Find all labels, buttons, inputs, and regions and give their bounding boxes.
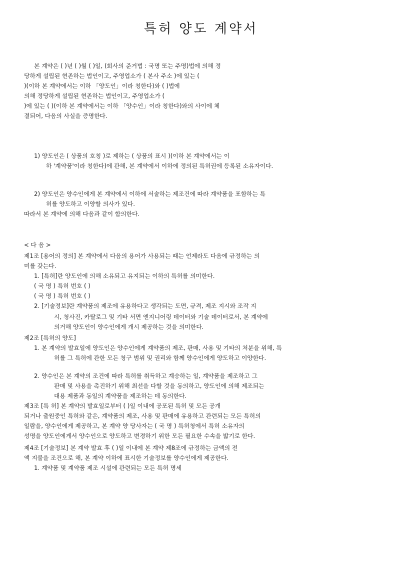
article-line: 일람을, 양수인에게 제공하고, 본 계약 양 당사자는 ( 국 명 ) 특허청에서 특허 소유자의 xyxy=(24,424,245,431)
article-line: 시, 청사진, 카탈로그 및 기타 서면 엔지니어링 데이터와 기술 데이터로서, 본 계약에 xyxy=(54,314,268,321)
article-line: 1. 계약품 및 계약품 제조 시설에 관련되는 모든 특허 명세 xyxy=(34,466,182,473)
article-1 xyxy=(24,252,378,333)
intro-paragraph xyxy=(24,62,378,123)
article-line: 액 지불을 조건으로 해, 본 계약 이하에 표시한 기술정보를 양수인에게 제공한다. xyxy=(24,456,229,463)
patent-entry: ( 국 명 ) 특허 번호 ( ) xyxy=(34,284,91,291)
article-line: 대용 제품과 동일의 계약품을 제조하는 데 동의한다. xyxy=(54,394,187,401)
article-line: 되거나 출원중인 특허와 같은, 계약품의 제조, 사용 및 판매에 유용하고 관련되는 모든 특허의 xyxy=(24,414,261,421)
recital-line: 2) 양도인은 양수인에게 본 계약에서 이하에 서술하는 제조건에 따라 계약품을 포함하는 특 xyxy=(34,192,266,199)
article-line: 제3조 [특 허] 본 계약의 발효일로부터 ( )일 이내에 공포된 특허 및 모든 공개 xyxy=(24,404,221,410)
article-line: 의거해 양도인이 양수인에게 개시 제공하는 것을 의미한다. xyxy=(54,324,204,331)
recital-line: 허를 양도하고 이양할 의사가 있다. xyxy=(46,202,136,209)
article-line: 2. 양수인은 본 계약의 조건에 따라 특허를 취득하고 계승하는 일, 계약품을 제조하고 그 xyxy=(34,374,258,381)
recital-line: 하 '계약품'이라 칭한다)에 관해, 본 계약에서 이하에 정의된 특허권에 등록된 소유자이다. xyxy=(46,164,274,171)
below-label: < 다 음 > xyxy=(24,243,51,249)
intro-line: 결되어, 다음의 사실을 증명한다. xyxy=(24,114,108,121)
article-line: 1. [특허]란 양도인에 의해 소유되고 유지되는 이하의 특허를 의미한다. xyxy=(34,274,215,281)
article-2 xyxy=(24,334,378,403)
recital-line: 따라서 본 계약에 의해 다음과 같이 합의한다. xyxy=(24,212,140,219)
recital-spacer xyxy=(24,172,378,182)
article-line: 성명을 양도인에게서 양수인으로 양도하고 변경하기 위한 모든 필요한 수속을 밟기로 한다. xyxy=(24,434,256,441)
article-line: 허를 그 특허에 관한 모든 청구 범위 및 권리와 함께 양수인에게 양도하고 이양한다. xyxy=(54,356,267,363)
patent-entry: ( 국 명 ) 특허 번호 ( ) xyxy=(34,294,91,301)
intro-line: 의해 정당하게 설립된 현존하는 법인이고, 주영업소가 ( xyxy=(24,94,165,101)
article-3 xyxy=(24,402,378,442)
article-line: 1. 본 계약의 발효일에 양도인은 양수인에게 계약품의 제조, 판매, 사용 및 기타의 처분을 위해, 특 xyxy=(34,346,282,353)
below-heading xyxy=(24,241,378,251)
article-line: 제4조 [기술정보] 본 계약 발효 후 ( )일 이내에 본 계약 제8조에 규정하는 금액의 전 xyxy=(24,446,238,452)
intro-line: 본 계약은 ( )년 ( )월 ( )일, (회사의 준거법 : 국명 또는 주명)법에 의해 정 xyxy=(34,64,221,70)
article-line: 제2조 [특허의 양도] xyxy=(24,336,76,342)
recitals xyxy=(24,152,378,221)
recital-line: 1) 양도인은 ( 상품의 호칭 )로 제하는 ( 상품의 표시 )(이하 본 계약에서는 이 xyxy=(34,154,230,160)
intro-line: )에 있는 ( )(이하 본 계약에서는 이하 「양수인」이라 칭한다)와의 사이에 체 xyxy=(24,104,220,111)
document-title: 특허 양도 계약서 xyxy=(143,22,259,37)
article-line: 미를 갖는다. xyxy=(24,264,57,271)
article-line: 2. [기술정보]란 계약품의 제조에 유용하다고 생각되는 도면, 규격, 제조 지시와 조작 지 xyxy=(34,304,257,311)
article-4 xyxy=(24,444,378,474)
intro-line: 당하게 설립된 현존하는 법인이고, 주영업소가 ( 본사 주소 )에 있는 ( xyxy=(24,74,200,81)
article-line: 제1조 [용어의 정의] 본 계약에서 다음의 용어가 사용되는 때는 언제라도 다음에 규정하는 의 xyxy=(24,254,260,260)
article-line: 판매 및 사용을 촉진하기 위해 최선을 다할 것을 동의하고, 양도인에 의해 제조되는 xyxy=(54,384,265,391)
intro-line: )(이하 본 계약에서는 이하 「양도인」이라 칭한다)와 ( )법에 xyxy=(24,84,180,91)
